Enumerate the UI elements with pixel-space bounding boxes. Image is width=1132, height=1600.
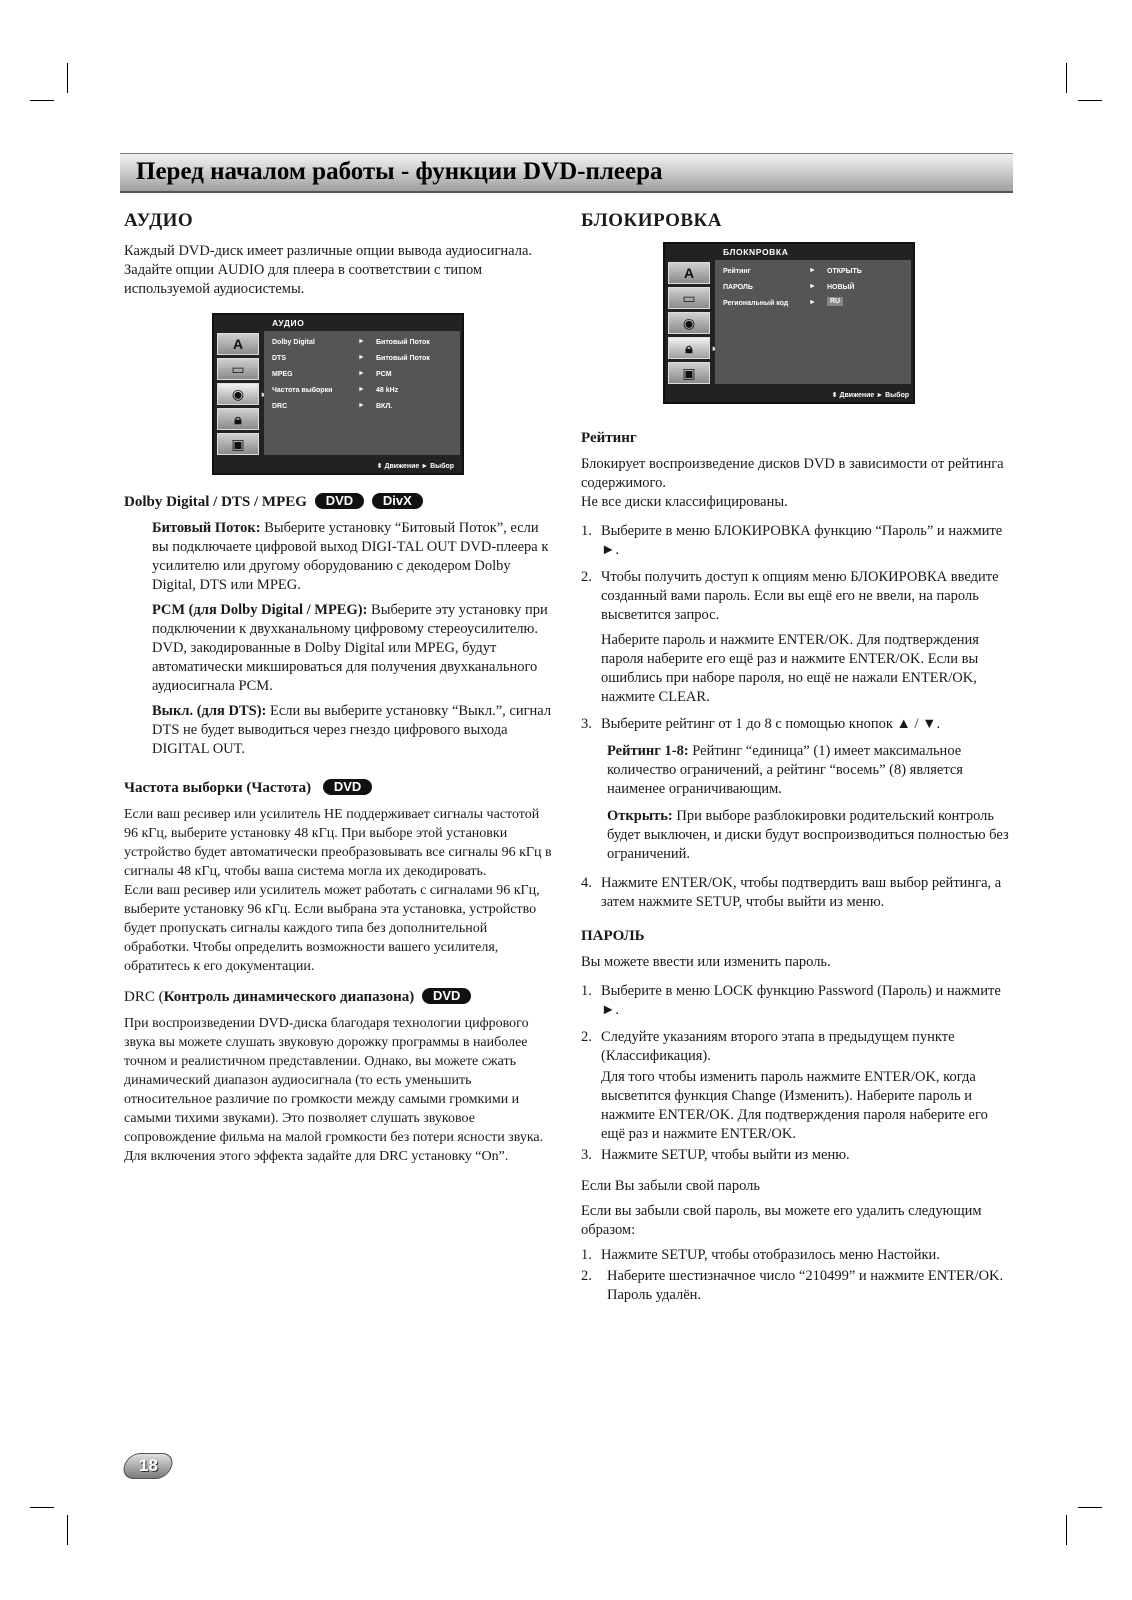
list-item: 3. Выберите рейтинг от 1 до 8 с помощью кнопок ▲ / ▼. xyxy=(581,716,941,732)
sample-heading: Частота выборки (Частота) DVD xyxy=(124,779,554,797)
rating-options xyxy=(581,742,1011,864)
crop-mark xyxy=(1066,63,1067,93)
audio-heading: АУДИО xyxy=(124,210,194,231)
osd-title: АУДИО xyxy=(272,318,305,328)
rating-intro-2: Не все диски классифицированы. xyxy=(581,494,788,510)
osd-icon-bar xyxy=(217,333,259,458)
speaker-icon: ◉ xyxy=(668,312,710,334)
osd-row: DTS ► Битовый Поток xyxy=(272,354,430,362)
audio-lang-icon: A xyxy=(668,262,710,284)
password-steps xyxy=(581,982,1011,1165)
audio-column xyxy=(124,210,554,1166)
crop-mark xyxy=(30,100,54,101)
list-item: 1. Выберите в меню LOCK функцию Password (Пароль) и нажмите ►. xyxy=(581,983,1001,1018)
rating-intro-1: Блокирует воспроизведение дисков DVD в зависимости от рейтинга содержимого. xyxy=(581,456,1004,491)
tools-icon: ▣ xyxy=(217,433,259,455)
updown-icon: ⬍ xyxy=(831,392,838,399)
lock-icon: 🔒︎ xyxy=(217,408,259,430)
audio-lang-icon: A xyxy=(217,333,259,355)
rating-steps-cont xyxy=(581,874,1011,912)
crop-mark xyxy=(1078,1507,1102,1508)
sample-text-1: Если ваш ресивер или усилитель НЕ поддерживает сигналы частотой 96 кГц, выберите установку 48 кГц. При выборе этой установки устройство будет автоматически преобразовывать все сигналы 96 кГц в сигналы 48 кГц, чтобы ваша система могла их декодировать. xyxy=(124,807,552,879)
osd-rows xyxy=(723,264,911,312)
sample-text-2: Если ваш ресивер или усилитель может работать с сигналами 96 кГц, выберите установку 96 кГц. Если выбрана эта установка, устройство будет пропускать сигналы каждого типа без дополнительной обработки. Чтобы определить возможности вашего усилителя, обратитесь к его документации. xyxy=(124,883,540,974)
crop-mark xyxy=(67,63,68,93)
list-item: 2. Наберите шестизначное число “210499” и нажмите ENTER/OK. Пароль удалён. xyxy=(581,1268,1004,1303)
osd-rows xyxy=(272,335,460,415)
off-option: Выкл. (для DTS): Если вы выберите установку “Выкл.”, сигнал DTS не будет выводиться через гнездо цифрового выхода DIGITAL OUT. xyxy=(152,703,552,757)
dvd-badge: DVD xyxy=(323,779,372,795)
forgot-intro: Если вы забыли свой пароль, вы можете его удалить следующим образом: xyxy=(581,1203,982,1238)
display-icon: ▭ xyxy=(668,287,710,309)
list-item: 2. Чтобы получить доступ к опциям меню БЛОКИРОВКА введите созданный вами пароль. Если вы ещё его не ввели, на пароль высветится запрос. Наберите пароль и нажмите ENTER/OK. Для подтверждения пароля наберите его ещё раз и нажмите ENTER/OK. Если вы ошиблись при наборе пароля, но ещё не нажали ENTER/OK, нажмите CLEAR. xyxy=(581,569,999,705)
osd-row: Рейтинг ► ОТКРЫТЬ xyxy=(723,267,862,275)
crop-mark xyxy=(1078,100,1102,101)
lock-icon: 🔒︎ ► xyxy=(668,337,710,359)
osd-footer: ⬍ Движение ► Выбор xyxy=(376,463,454,470)
dolby-heading: Dolby Digital / DTS / MPEG DVD DivX xyxy=(124,493,554,511)
list-item: 1. Нажмите SETUP, чтобы отобразилось меню Настойки. xyxy=(581,1247,940,1263)
unlock-option: Открыть: При выборе разблокировки родительский контроль будет выключен, и диски будут воспроизводиться полностью без ограничений. xyxy=(607,808,1009,862)
drc-heading: DRC (Контроль динамического диапазона) DVD xyxy=(124,988,554,1006)
dvd-badge: DVD xyxy=(315,493,364,509)
page-title: Перед началом работы - функции DVD-плеера xyxy=(136,158,663,185)
tools-icon: ▣ xyxy=(668,362,710,384)
password-heading: ПАРОЛЬ xyxy=(581,928,645,944)
crop-mark xyxy=(67,1515,68,1545)
crop-mark xyxy=(30,1507,54,1508)
audio-osd-menu xyxy=(212,313,464,475)
rating-steps xyxy=(581,522,1011,734)
osd-row: DRC ► ВКЛ. xyxy=(272,402,393,410)
dvd-badge: DVD xyxy=(422,988,471,1004)
osd-row: Dolby Digital ► Битовый Поток xyxy=(272,338,430,346)
title-bar xyxy=(120,153,1013,193)
page-number-badge xyxy=(121,1453,176,1479)
display-icon: ▭ xyxy=(217,358,259,380)
audio-intro: Каждый DVD-диск имеет различные опции вывода аудиосигнала. Задайте опции AUDIO для плеера в соответствии с типом используемой аудиосистемы. xyxy=(124,243,533,297)
speaker-icon: ◉ ► xyxy=(217,383,259,405)
rating-heading: Рейтинг xyxy=(581,430,637,446)
updown-icon: ⬍ xyxy=(376,463,383,470)
osd-row: Региональный код ► RU xyxy=(723,296,911,312)
osd-title: БЛОКNРОВКА xyxy=(723,247,789,257)
lock-column xyxy=(581,210,1011,1313)
bitstream-option: Битовый Поток: Выберите установку “Битовый Поток”, если вы подключаете цифровой выход DIGI-TAL OUT DVD-плеера к усилителю или другому оборудованию с декодером Dolby Digital, DTS или MPEG. xyxy=(152,520,549,593)
lock-osd-menu xyxy=(663,242,915,404)
drc-text: При воспроизведении DVD-диска благодаря технологии цифрового звука вы можете слушать звуковую дорожку программы в наиболее точном и реалистичном представлении. Однако, вы можете сжать динамический диапазон аудиосигнала (то есть уменьшить относительное различие по громкости между самыми громкими и самыми тихими звуками). Это позволяет слушать звуковое сопровождение фильма на малой громкости без потери ясности звука. Для включения этого эффекта задайте для DRC установку “On”. xyxy=(124,1016,544,1164)
forgot-steps xyxy=(581,1246,1011,1305)
osd-row: ПАРОЛЬ ► НОВЫЙ xyxy=(723,283,855,291)
dolby-options xyxy=(124,519,554,759)
list-item: 4. Нажмите ENTER/OK, чтобы подтвердить ваш выбор рейтинга, а затем нажмите SETUP, чтобы выйти из меню. xyxy=(581,875,1002,910)
pcm-option: PCM (для Dolby Digital / MPEG): Выберите эту установку при подключении к двухканальному цифровому стереоусилителю. DVD, закодированные в Dolby Digital или MPEG, будут автоматически микшироваться для получения двухканального аудиосигнала PCM. xyxy=(152,602,548,694)
list-item: 1. Выберите в меню БЛОКИРОВКА функцию “Пароль” и нажмите ►. xyxy=(581,523,1003,558)
divx-badge: DivX xyxy=(372,493,423,509)
list-item: 2. Следуйте указаниям второго этапа в предыдущем пункте (Классификация). Для того чтобы изменить пароль нажмите ENTER/OK, когда высветится функция Change (Изменить). Наберите пароль и нажмите ENTER/OK. Для подтверждения пароля наберите его ещё раз и нажмите ENTER/OK. xyxy=(581,1029,988,1142)
page-number: 18 xyxy=(138,1456,158,1475)
osd-row: MPEG ► PCM xyxy=(272,370,392,378)
lock-heading: БЛОКИРОВКА xyxy=(581,210,723,231)
osd-row: Частота выборки ► 48 kHz xyxy=(272,386,399,394)
list-item: 3. Нажмите SETUP, чтобы выйти из меню. xyxy=(581,1147,850,1163)
rating-1-8-option: Рейтинг 1-8: Рейтинг “единица” (1) имеет максимальное количество ограничений, а рейтинг “восемь” (8) является наименее ограничивающим. xyxy=(607,743,963,797)
password-intro: Вы можете ввести или изменить пароль. xyxy=(581,954,831,970)
crop-mark xyxy=(1066,1515,1067,1545)
osd-icon-bar xyxy=(668,262,710,387)
osd-footer: ⬍ Движение ► Выбор xyxy=(831,392,909,399)
forgot-title: Если Вы забыли свой пароль xyxy=(581,1178,761,1194)
